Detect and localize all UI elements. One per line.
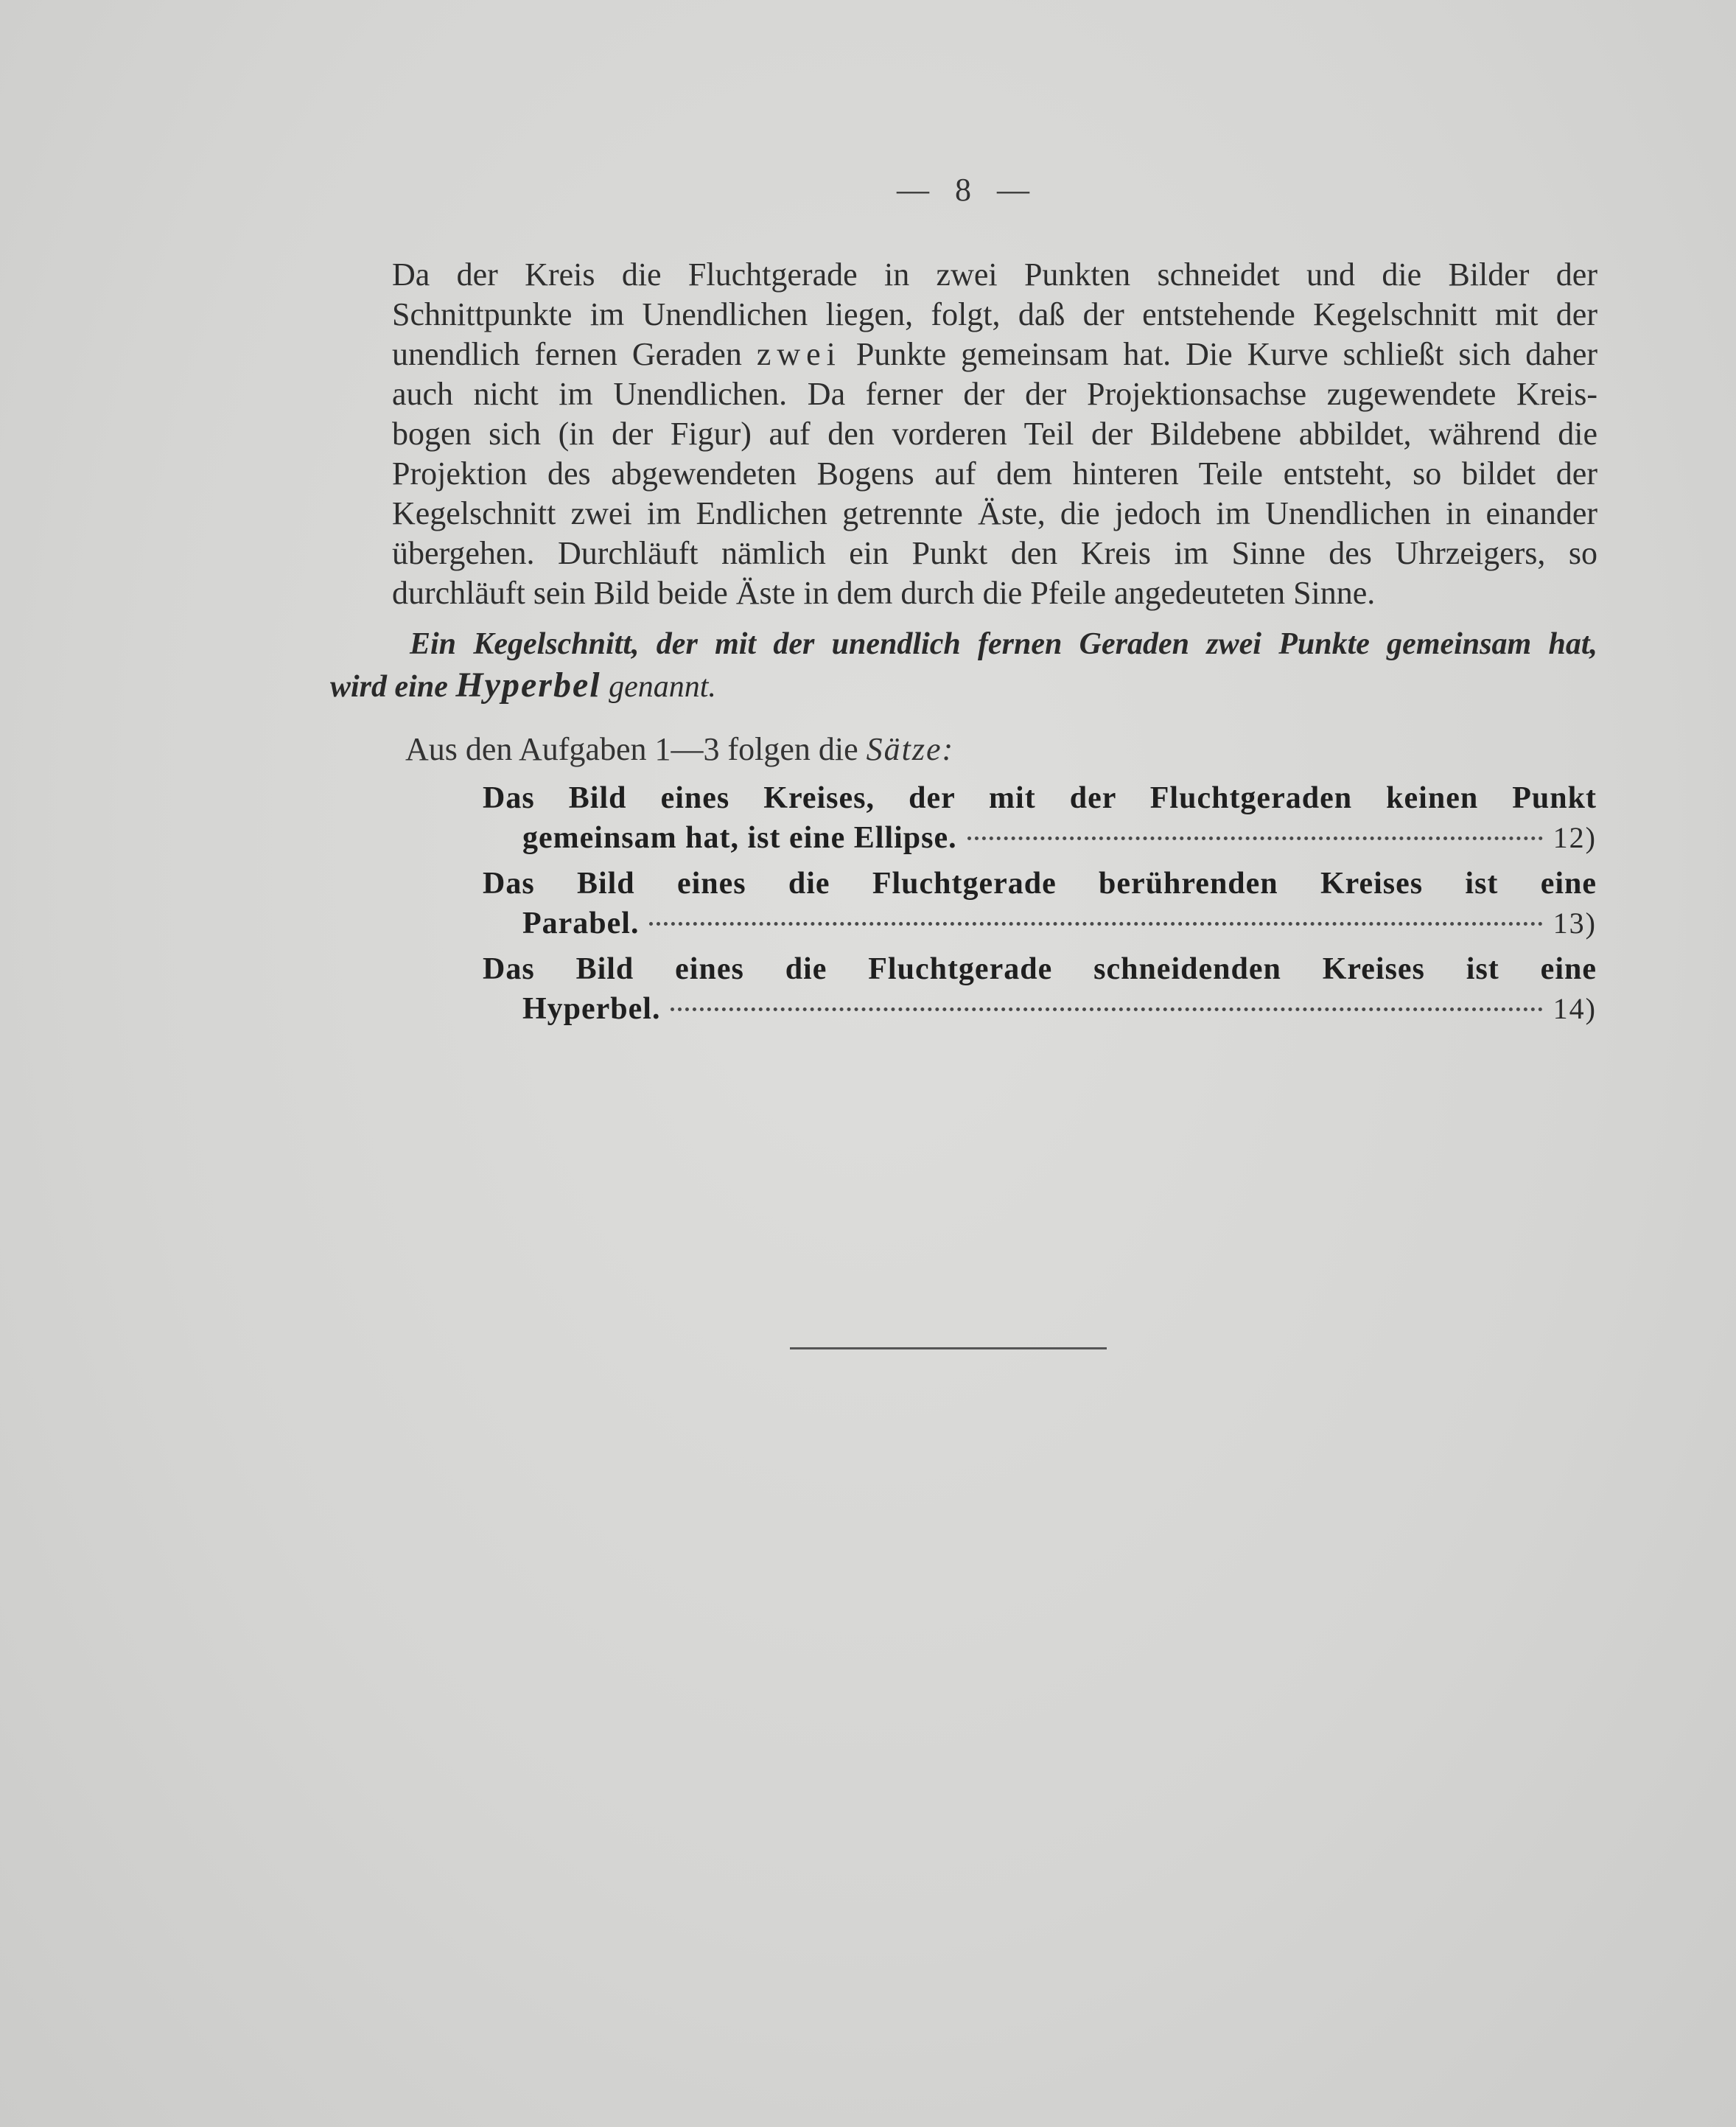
paragraph-line: übergehen. Durchläuft nämlich ein Punkt den Kreis im Sinne des Uhrzeigers, so bbox=[392, 535, 1597, 571]
theorem-item bbox=[483, 949, 1597, 1029]
theorem-line: Das Bild eines Kreises, der mit der Fluchtgeraden keinen Punkt bbox=[483, 781, 1597, 815]
paragraph-line: Kegelschnitt zwei im Endlichen getrennte Äste, die jedoch im Unendlichen in einander bbox=[392, 495, 1597, 531]
paragraph-line: auch nicht im Unendlichen. Da ferner der der Projektionsachse zugewendete Kreis- bbox=[392, 376, 1597, 412]
theorem-line bbox=[483, 818, 1597, 858]
theorem-number: 14) bbox=[1553, 992, 1597, 1025]
paragraph-line: durchläuft sein Bild beide Äste in dem durch die Pfeile angedeuteten Sinne. bbox=[392, 575, 1376, 611]
definition-line bbox=[330, 665, 1597, 708]
theorem-line: Das Bild eines die Fluchtgerade schneidenden Kreises ist eine bbox=[483, 952, 1597, 986]
theorem-number: 13) bbox=[1553, 907, 1597, 940]
hyperbola-definition bbox=[330, 624, 1597, 708]
intro-text: Aus den Aufgaben 1—3 folgen die bbox=[405, 731, 867, 767]
emphasized-word: zwei bbox=[756, 336, 841, 372]
theorem-line bbox=[483, 989, 1597, 1029]
theorems-intro bbox=[405, 730, 954, 769]
theorem-line bbox=[483, 904, 1597, 943]
definition-text: genannt. bbox=[601, 670, 716, 704]
theorem-text: Hyperbel. bbox=[522, 992, 661, 1026]
dot-leader bbox=[967, 837, 1543, 840]
theorem-item bbox=[483, 864, 1597, 943]
definition-line: Ein Kegelschnitt, der mit der unendlich fernen Geraden zwei Punkte gemeinsam hat, bbox=[410, 627, 1597, 661]
theorem-line: Das Bild eines die Fluchtgerade berührenden Kreises ist eine bbox=[483, 867, 1597, 901]
paragraph-line bbox=[330, 335, 1597, 374]
theorem-text: Parabel. bbox=[522, 907, 640, 940]
paragraph-hyperbola-derivation bbox=[330, 255, 1597, 613]
defined-term: Hyperbel bbox=[455, 666, 601, 705]
theorem-number: 12) bbox=[1553, 821, 1597, 854]
dot-leader bbox=[649, 922, 1542, 926]
theorem-list bbox=[483, 778, 1597, 1035]
definition-text: wird eine bbox=[330, 670, 456, 704]
paragraph-line: Da der Kreis die Fluchtgerade in zwei Punkten schneidet und die Bilder der bbox=[392, 256, 1597, 293]
paragraph-text: unendlich fernen Geraden bbox=[392, 336, 757, 372]
theorem-item bbox=[483, 778, 1597, 858]
paragraph-line: Schnittpunkte im Unendlichen liegen, folgt, daß der entstehende Kegelschnitt mit der bbox=[392, 296, 1597, 332]
paragraph-line: Projektion des abgewendeten Bogens auf dem hinteren Teile entsteht, so bildet der bbox=[392, 455, 1597, 492]
intro-emphasis: Sätze: bbox=[866, 731, 955, 767]
section-divider bbox=[790, 1347, 1107, 1349]
paragraph-text: Punkte gemeinsam hat. Die Kurve schließt sich daher bbox=[841, 336, 1598, 372]
paragraph-line: bogen sich (in der Figur) auf den vorderen Teil der Bildebene abbildet, während die bbox=[392, 416, 1597, 452]
dot-leader bbox=[671, 1007, 1542, 1011]
page-number: — 8 — bbox=[897, 172, 1034, 208]
theorem-text: gemeinsam hat, ist eine Ellipse. bbox=[522, 821, 957, 855]
